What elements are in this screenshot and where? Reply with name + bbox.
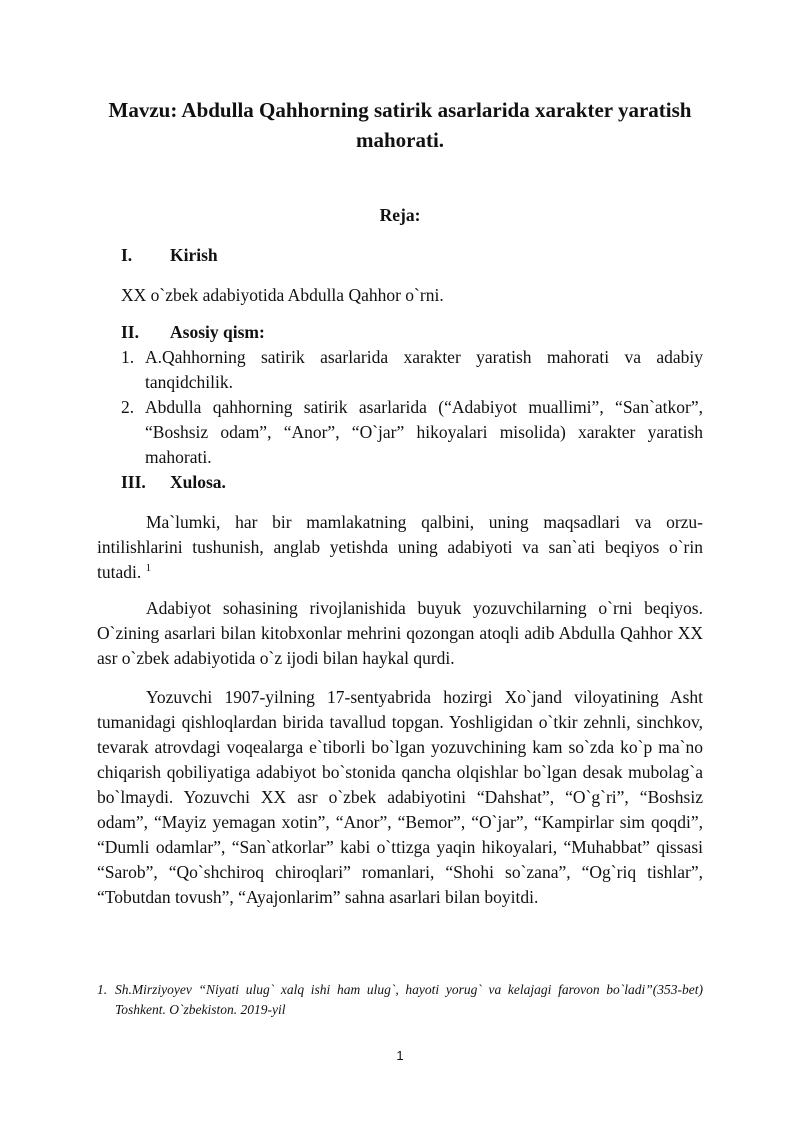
section-label: Xulosa.	[170, 472, 226, 492]
list-item-text: A.Qahhorning satirik asarlarida xarakter yaratish mahorati va adabiy tanqidchilik.	[145, 347, 703, 392]
section-label: Asosiy qism:	[170, 322, 265, 342]
section-label: Kirish	[170, 245, 218, 265]
list-item	[121, 395, 703, 470]
paragraph: Adabiyot sohasining rivojlanishida buyuk yozuvchilarning o`rni beqiyos. O`zining asarlari bilan kitobxonlar mehrini qozongan atoqli adib Abdulla Qahhor XX asr o`zbek adabiyotida o`z ijodi bilan haykal qurdi.	[97, 598, 703, 668]
footnote-reference: 1	[145, 562, 152, 575]
section-heading	[121, 243, 703, 268]
footnote-text: Sh.Mirziyoyev “Niyati ulug` xalq ishi ham ulug`, hayoti yorug` va kelajagi farovon bo`ladi”(353-bet) Toshkent. O`zbekiston. 2019-yil	[115, 982, 703, 1017]
list-item	[121, 345, 703, 395]
paragraph	[97, 510, 703, 585]
list-item-text: Abdulla qahhorning satirik asarlarida (“Adabiyot muallimi”, “San`atkor”, “Boshsiz odam”, “Anor”, “O`jar” hikoyalari misolida) xarakter yaratish mahorati.	[145, 397, 703, 467]
page-title: Mavzu: Abdulla Qahhorning satirik asarlarida xarakter yaratish mahorati.	[108, 98, 692, 152]
plan-heading: Reja:	[379, 205, 421, 225]
footnote	[97, 980, 703, 1020]
intro-line: XX o`zbek adabiyotida Abdulla Qahhor o`rni.	[121, 285, 444, 305]
footnote-number: 1.	[97, 982, 108, 997]
paragraph-text: Ma`lumki, har bir mamlakatning qalbini, uning maqsadlari va orzu-intilishlarini tushunish, anglab yetishda uning adabiyoti va san`ati beqiyos o`rin tutadi.	[97, 512, 703, 582]
page-number: 1	[396, 1048, 404, 1063]
section-heading	[121, 470, 703, 495]
list-item-number: 1.	[121, 347, 135, 367]
section-one	[121, 243, 703, 268]
section-heading	[121, 320, 703, 345]
paragraph: Yozuvchi 1907-yilning 17-sentyabrida hozirgi Xo`jand viloyatining Asht tumanidagi qishloqlardan birida tavallud topgan. Yoshligidan o`tkir zehnli, sinchkov, tevarak atrovdagi voqealarga e`tiborli bo`lgan yozuvchining kam so`zda ko`p ma`no chiqarish qobiliyatiga adabiyot bo`stonida qancha olqishlar bo`lgan desak mubolag`a bo`lmaydi. Yozuvchi XX asr o`zbek adabiyotini “Dahshat”, “O`g`ri”, “Boshsiz odam”, “Mayiz yemagan xotin”, “Anor”, “Bemor”, “O`jar”, “Kampirlar sim qoqdi”, “Dumli odamlar”, “San`atkorlar” kabi o`ttizga yaqin hikoyalari, “Muhabbat” qissasi “Sarob”, “Qo`shchiroq chiroqlari” romanlari, “Shohi so`zana”, “Og`riq tishlar”, “Tobutdan tovush”, “Ayajonlarim” sahna asarlari bilan boyitdi.	[97, 687, 703, 907]
section-number: I.	[121, 245, 133, 265]
main-part-list	[121, 345, 703, 470]
list-item-number: 2.	[121, 397, 135, 417]
section-two	[121, 320, 703, 495]
section-number: II.	[121, 322, 139, 342]
section-number: III.	[121, 472, 146, 492]
